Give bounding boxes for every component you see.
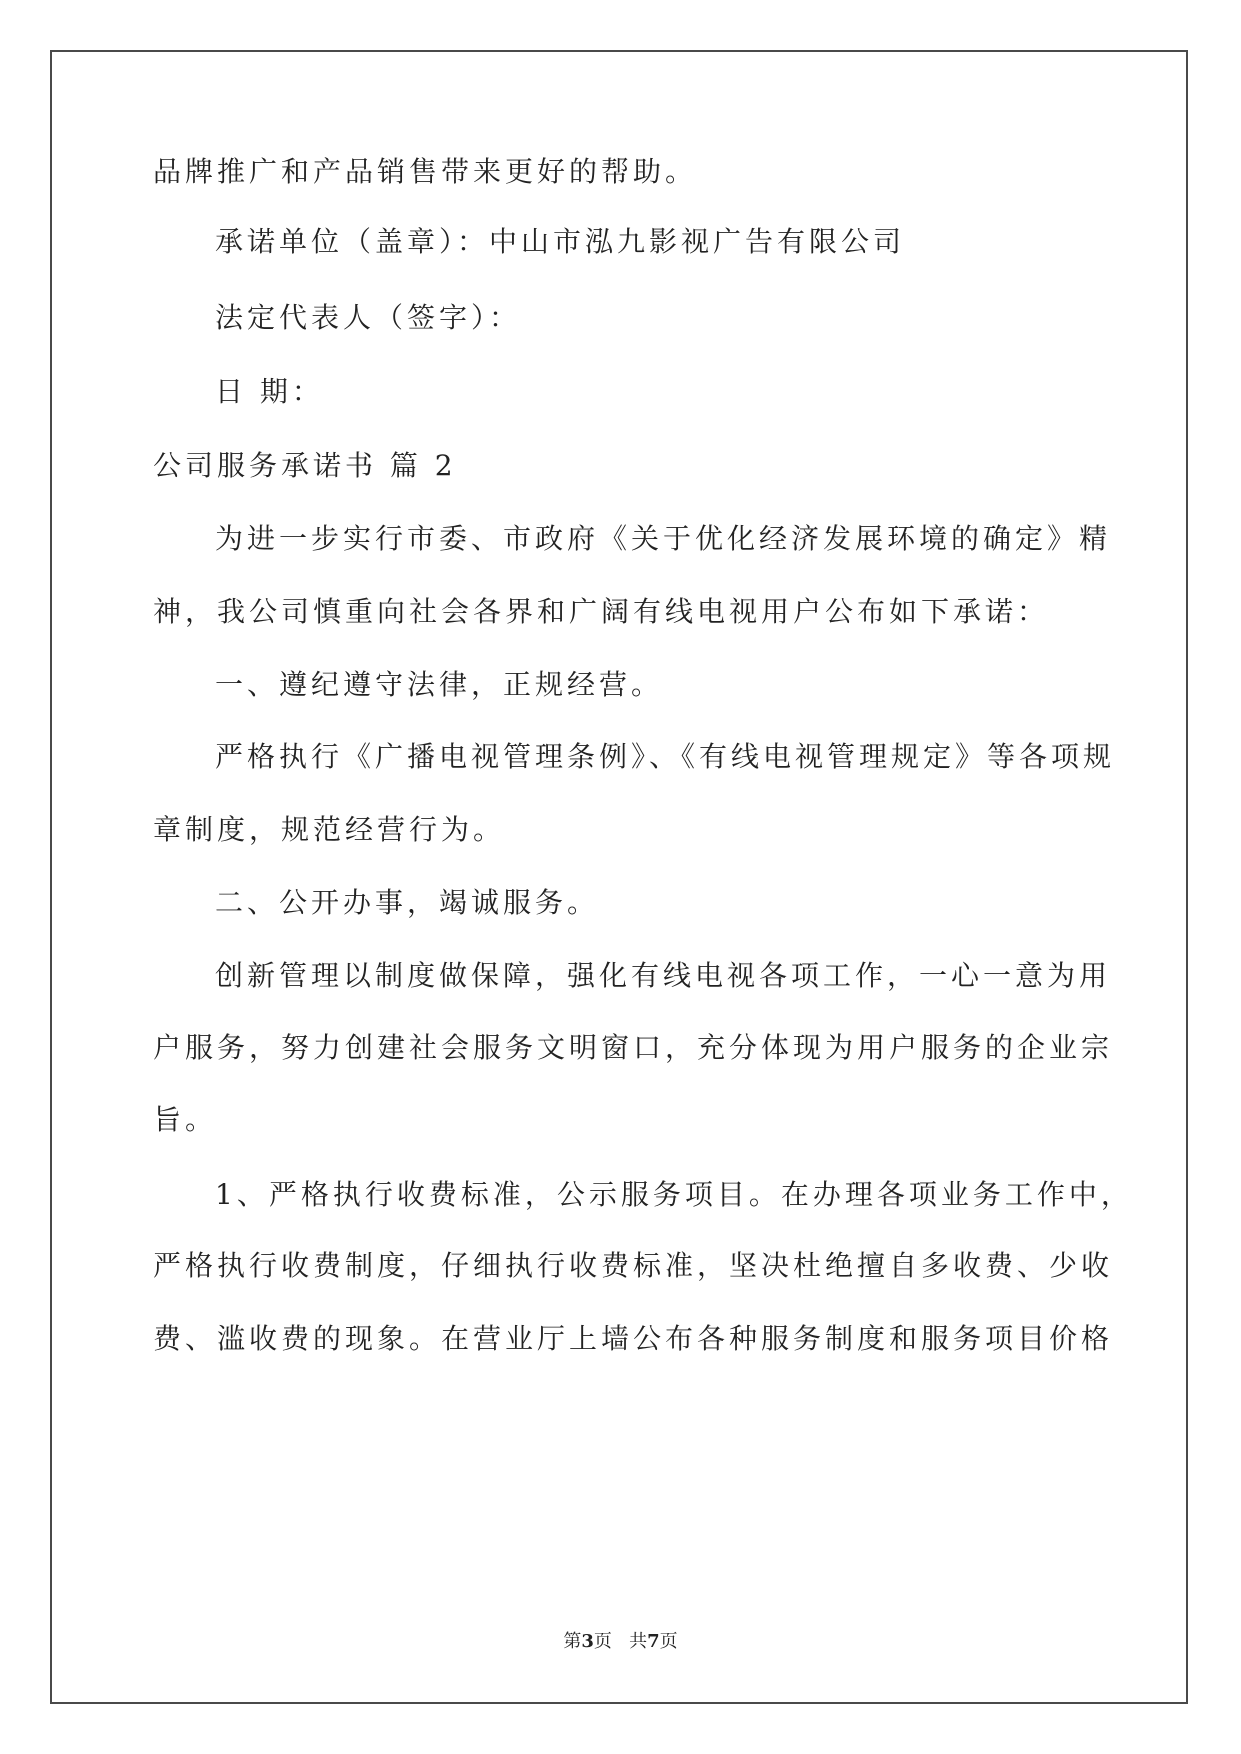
paragraph-line: 旨。	[153, 1103, 218, 1136]
paragraph-line: 户服务，努力创建社会服务文明窗口，充分体现为用户服务的企业宗	[153, 1031, 1114, 1064]
paragraph-line: 章制度，规范经营行为。	[153, 813, 506, 846]
paragraph-line: 神，我公司慎重向社会各界和广阔有线电视用户公布如下承诺：	[153, 595, 1050, 628]
page-prefix: 第	[563, 1631, 582, 1652]
paragraph-line: 为进一步实行市委、市政府《关于优化经济发展环境的确定》精	[215, 522, 1112, 555]
legal-representative-line: 法定代表人（签字）：	[215, 301, 522, 334]
paragraph-line: 创新管理以制度做保障，强化有线电视各项工作，一心一意为用	[215, 959, 1112, 992]
date-line: 日 期：	[215, 375, 324, 408]
numbered-heading: 一、遵纪遵守法律，正规经营。	[215, 668, 664, 701]
page-footer	[0, 1630, 1241, 1654]
section-heading: 公司服务承诺书 篇 2	[153, 449, 457, 482]
numbered-heading: 二、公开办事，竭诚服务。	[215, 886, 600, 919]
page-mid: 页 共	[593, 1631, 648, 1652]
paragraph-line: 严格执行收费制度，仔细执行收费标准，坚决杜绝擅自多收费、少收	[153, 1249, 1114, 1282]
page-suffix: 页	[659, 1631, 678, 1652]
total-pages-number: 7	[647, 1631, 660, 1652]
paragraph-line: 1、严格执行收费标准，公示服务项目。在办理各项业务工作中，	[215, 1178, 1133, 1211]
paragraph-line: 严格执行《广播电视管理条例》、《有线电视管理规定》等各项规	[215, 740, 1116, 773]
paragraph-line: 品牌推广和产品销售带来更好的帮助。	[153, 155, 698, 188]
current-page-number: 3	[581, 1631, 594, 1652]
signatory-company-line: 承诺单位（盖章）：中山市泓九影视广告有限公司	[215, 225, 906, 258]
paragraph-line: 费、滥收费的现象。在营业厅上墙公布各种服务制度和服务项目价格	[153, 1322, 1114, 1355]
